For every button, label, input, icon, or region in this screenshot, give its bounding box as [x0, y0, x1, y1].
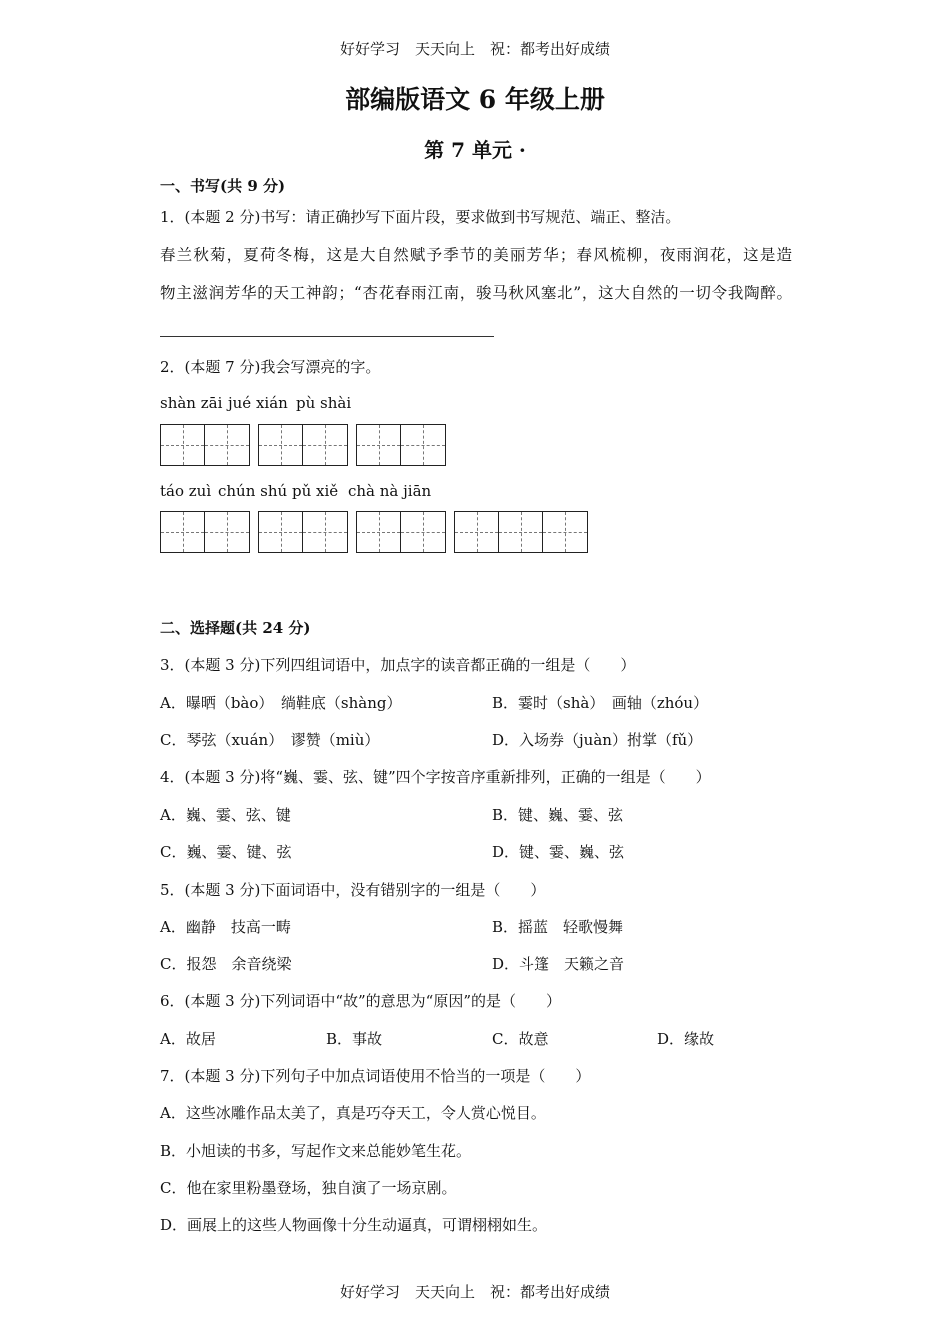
- q6-option-c[interactable]: C．故意: [492, 1030, 549, 1048]
- section-heading-writing: 一、书写(共 9 分): [160, 177, 286, 195]
- pinyin-label: táo zuì: [160, 482, 212, 500]
- character-grid[interactable]: [160, 424, 250, 466]
- answer-writing-line[interactable]: [160, 336, 494, 337]
- grid-cell[interactable]: [499, 512, 543, 552]
- q7-option-b[interactable]: B．小旭读的书多，写起作文来总能妙笔生花。: [160, 1142, 472, 1160]
- pinyin-label: pǔ xiě: [292, 482, 339, 500]
- page-header: 好好学习 天天向上 祝：都考出好成绩: [339, 40, 610, 58]
- page-footer: 好好学习 天天向上 祝：都考出好成绩: [339, 1283, 610, 1301]
- pinyin-label: chà nà jiān: [348, 482, 432, 500]
- grid-cell[interactable]: [259, 512, 303, 552]
- grid-cell[interactable]: [161, 512, 205, 552]
- character-grid[interactable]: [258, 424, 348, 466]
- grid-cell[interactable]: [259, 425, 303, 465]
- character-grid[interactable]: [454, 511, 588, 553]
- q5-option-b[interactable]: B．摇蓝 轻歌慢舞: [492, 918, 624, 936]
- question-3-stem: 3．(本题 3 分)下列四组词语中，加点字的读音都正确的一组是（ ）: [160, 656, 636, 674]
- grid-cell[interactable]: [303, 425, 347, 465]
- character-grid[interactable]: [160, 511, 250, 553]
- q7-option-c[interactable]: C．他在家里粉墨登场，独自演了一场京剧。: [160, 1179, 457, 1197]
- q3-option-c[interactable]: C．琴弦（xuán） 谬赞（miù）: [160, 731, 380, 749]
- q6-option-b[interactable]: B．事故: [326, 1030, 383, 1048]
- character-grid[interactable]: [258, 511, 348, 553]
- pinyin-label: pù shài: [296, 394, 352, 412]
- q7-option-a[interactable]: A．这些冰雕作品太美了，真是巧夺天工，令人赏心悦目。: [160, 1104, 546, 1122]
- grid-cell[interactable]: [401, 425, 445, 465]
- grid-cell[interactable]: [161, 425, 205, 465]
- passage-line-2: 物主滋润芳华的天工神韵；“杏花春雨江南，骏马秋风塞北”，这大自然的一切令我陶醉。: [160, 284, 792, 302]
- question-1-stem: 1．(本题 2 分)书写：请正确抄写下面片段，要求做到书写规范、端正、整洁。: [160, 208, 681, 226]
- pinyin-label: chún shú: [218, 482, 288, 500]
- page-title: 部编版语文 6 年级上册: [345, 85, 605, 114]
- q5-option-a[interactable]: A．幽静 技高一畴: [160, 918, 291, 936]
- section-heading-choice: 二、选择题(共 24 分): [160, 619, 311, 637]
- pinyin-label: jué xián: [228, 394, 288, 412]
- question-7-stem: 7．(本题 3 分)下列句子中加点词语使用不恰当的一项是（ ）: [160, 1067, 591, 1085]
- q3-option-d[interactable]: D．入场券（juàn）拊掌（fǔ）: [492, 731, 703, 749]
- q4-option-c[interactable]: C．巍、霎、键、弦: [160, 843, 292, 861]
- q3-option-b[interactable]: B．霎时（shà） 画轴（zhóu）: [492, 694, 709, 712]
- grid-cell[interactable]: [205, 512, 249, 552]
- grid-cell[interactable]: [401, 512, 445, 552]
- q5-option-c[interactable]: C．报怨 余音绕梁: [160, 955, 292, 973]
- grid-cell[interactable]: [357, 512, 401, 552]
- question-4-stem: 4．(本题 3 分)将“巍、霎、弦、键”四个字按音序重新排列，正确的一组是（ ）: [160, 768, 711, 786]
- passage-line-1: 春兰秋菊，夏荷冬梅，这是大自然赋予季节的美丽芳华；春风梳柳，夜雨润花，这是造: [160, 246, 792, 264]
- grid-cell[interactable]: [357, 425, 401, 465]
- q4-option-a[interactable]: A．巍、霎、弦、键: [160, 806, 291, 824]
- q4-option-b[interactable]: B．键、巍、霎、弦: [492, 806, 624, 824]
- character-grid[interactable]: [356, 511, 446, 553]
- q5-option-d[interactable]: D．斗篷 天籁之音: [492, 955, 625, 973]
- grid-cell[interactable]: [303, 512, 347, 552]
- grid-cell[interactable]: [455, 512, 499, 552]
- grid-cell[interactable]: [543, 512, 587, 552]
- q3-option-a[interactable]: A．曝晒（bào） 绱鞋底（shàng）: [160, 694, 402, 712]
- character-grid[interactable]: [356, 424, 446, 466]
- q6-option-a[interactable]: A．故居: [160, 1030, 216, 1048]
- question-6-stem: 6．(本题 3 分)下列词语中“故”的意思为“原因”的是（ ）: [160, 992, 562, 1010]
- question-5-stem: 5．(本题 3 分)下面词语中，没有错别字的一组是（ ）: [160, 881, 546, 899]
- pinyin-label: shàn zāi: [160, 394, 223, 412]
- grid-cell[interactable]: [205, 425, 249, 465]
- q4-option-d[interactable]: D．键、霎、巍、弦: [492, 843, 625, 861]
- unit-subtitle: 第 7 单元 ·: [424, 138, 526, 162]
- q6-option-d[interactable]: D．缘故: [657, 1030, 715, 1048]
- q7-option-d[interactable]: D．画展上的这些人物画像十分生动逼真，可谓栩栩如生。: [160, 1216, 548, 1234]
- question-2-stem: 2．(本题 7 分)我会写漂亮的字。: [160, 358, 381, 376]
